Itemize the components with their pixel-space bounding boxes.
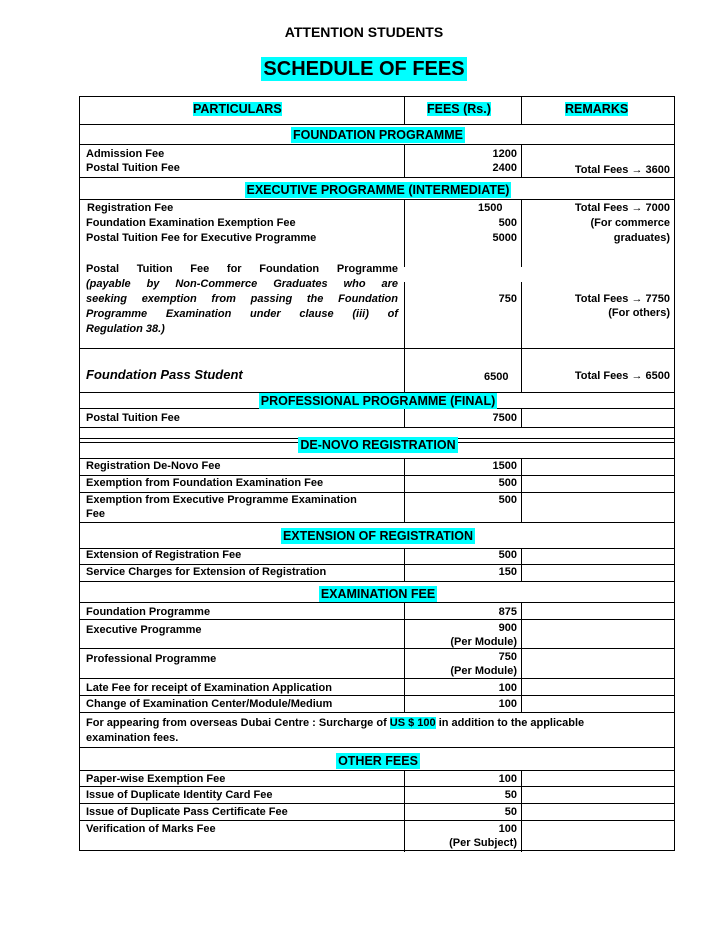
extension-fee-label: Extension of Registration Fee xyxy=(86,549,242,561)
verification-amount: 100 xyxy=(498,823,517,835)
change-center-amount: 100 xyxy=(498,698,517,710)
exam-executive-label: Executive Programme xyxy=(86,624,202,636)
fees-table xyxy=(79,96,675,851)
schedule-title-text: SCHEDULE OF FEES xyxy=(263,58,465,80)
postal-tuition-label: Postal Tuition Fee xyxy=(86,162,180,174)
exam-foundation-amount: 875 xyxy=(498,606,517,618)
overseas-surcharge-line-2: examination fees. xyxy=(86,732,179,744)
verification-label: Verification of Marks Fee xyxy=(86,823,216,835)
admission-fee-label: Admission Fee xyxy=(86,148,165,160)
postal-tuition-note-line: Regulation 38.) xyxy=(86,323,165,335)
attention-heading: ATTENTION STUDENTS xyxy=(284,24,444,40)
foundation-exemption-label: Foundation Examination Exemption Fee xyxy=(86,217,296,229)
foundation-exemption-amount: 500 xyxy=(498,217,517,229)
admission-fee-amount: 1200 xyxy=(492,148,517,160)
denovo-executive-exemption-amount: 500 xyxy=(498,494,517,506)
professional-tuition-label: Postal Tuition Fee xyxy=(86,412,180,424)
foundation-total-remark: Total Fees → 3600 xyxy=(574,164,670,176)
executive-section-title: EXECUTIVE PROGRAMME (INTERMEDIATE) xyxy=(246,183,510,197)
registration-fee-amount: 1500 xyxy=(478,202,503,214)
examination-section-title: EXAMINATION FEE xyxy=(320,587,436,601)
postal-tuition-amount: 2400 xyxy=(492,162,517,174)
overseas-surcharge-amount: US $ 100 xyxy=(389,717,436,729)
overseas-surcharge-line: For appearing from overseas Dubai Centre : Surcharge of US $ 100 in addition to the applicable xyxy=(86,717,585,729)
schedule-title xyxy=(0,58,728,81)
remarks-header: REMARKS xyxy=(565,102,629,116)
registration-fee-label: Registration Fee xyxy=(87,202,174,214)
exam-professional-per-module: (Per Module) xyxy=(450,665,517,677)
professional-tuition-amount: 7500 xyxy=(492,412,517,424)
extension-fee-amount: 500 xyxy=(498,549,517,561)
others-total-remark: Total Fees → 7750 xyxy=(574,293,670,305)
other-fees-section-title: OTHER FEES xyxy=(338,754,418,768)
graduates-remark: graduates) xyxy=(613,232,670,244)
particulars-header: PARTICULARS xyxy=(193,102,282,116)
late-fee-amount: 100 xyxy=(498,682,517,694)
postal-tuition-note-line: Programme Examination under clause (iii) of xyxy=(86,308,398,320)
executive-total-remark: Total Fees → 7000 xyxy=(574,202,670,214)
professional-section-title: PROFESSIONAL PROGRAMME (FINAL) xyxy=(260,394,496,408)
foundation-pass-label: Foundation Pass Student xyxy=(86,367,243,382)
foundation-section-title: FOUNDATION PROGRAMME xyxy=(293,128,463,142)
duplicate-pass-amount: 50 xyxy=(504,806,517,818)
denovo-section-title: DE-NOVO REGISTRATION xyxy=(300,438,456,452)
exam-executive-per-module: (Per Module) xyxy=(450,636,517,648)
commerce-remark: (For commerce xyxy=(590,217,670,229)
duplicate-id-amount: 50 xyxy=(504,789,517,801)
foundation-pass-amount: 6500 xyxy=(484,371,509,383)
duplicate-pass-label: Issue of Duplicate Pass Certificate Fee xyxy=(86,806,288,818)
postal-tuition-note-line: Postal Tuition Fee for Foundation Programme xyxy=(86,263,398,275)
denovo-foundation-exemption-amount: 500 xyxy=(498,477,517,489)
exam-executive-amount: 900 xyxy=(498,622,517,634)
postal-foundation-amount: 750 xyxy=(498,293,517,305)
postal-tuition-note-line: seeking exemption from passing the Foundation xyxy=(86,293,398,305)
paperwise-exemption-label: Paper-wise Exemption Fee xyxy=(86,773,226,785)
denovo-fee-label: Registration De-Novo Fee xyxy=(86,460,221,472)
duplicate-id-label: Issue of Duplicate Identity Card Fee xyxy=(86,789,273,801)
exam-foundation-label: Foundation Programme xyxy=(86,606,211,618)
executive-tuition-amount: 5000 xyxy=(492,232,517,244)
postal-tuition-note-line: (payable by Non-Commerce Graduates who are xyxy=(86,278,398,290)
late-fee-label: Late Fee for receipt of Examination Application xyxy=(86,682,332,694)
exam-professional-amount: 750 xyxy=(498,651,517,663)
service-charges-label: Service Charges for Extension of Registration xyxy=(86,566,327,578)
change-center-label: Change of Examination Center/Module/Medium xyxy=(86,698,333,710)
extension-section-title: EXTENSION OF REGISTRATION xyxy=(282,529,474,543)
fees-header: FEES (Rs.) xyxy=(427,102,491,116)
denovo-executive-exemption-label-cont: Fee xyxy=(86,508,105,520)
denovo-fee-amount: 1500 xyxy=(492,460,517,472)
others-remark: (For others) xyxy=(608,307,670,319)
service-charges-amount: 150 xyxy=(498,566,517,578)
denovo-foundation-exemption-label: Exemption from Foundation Examination Fee xyxy=(86,477,324,489)
denovo-executive-exemption-label: Exemption from Executive Programme Examination xyxy=(86,494,357,506)
verification-per-subject: (Per Subject) xyxy=(449,837,517,849)
executive-tuition-label: Postal Tuition Fee for Executive Programme xyxy=(86,232,317,244)
pass-total-remark: Total Fees → 6500 xyxy=(574,370,670,382)
paperwise-exemption-amount: 100 xyxy=(498,773,517,785)
exam-professional-label: Professional Programme xyxy=(86,653,217,665)
